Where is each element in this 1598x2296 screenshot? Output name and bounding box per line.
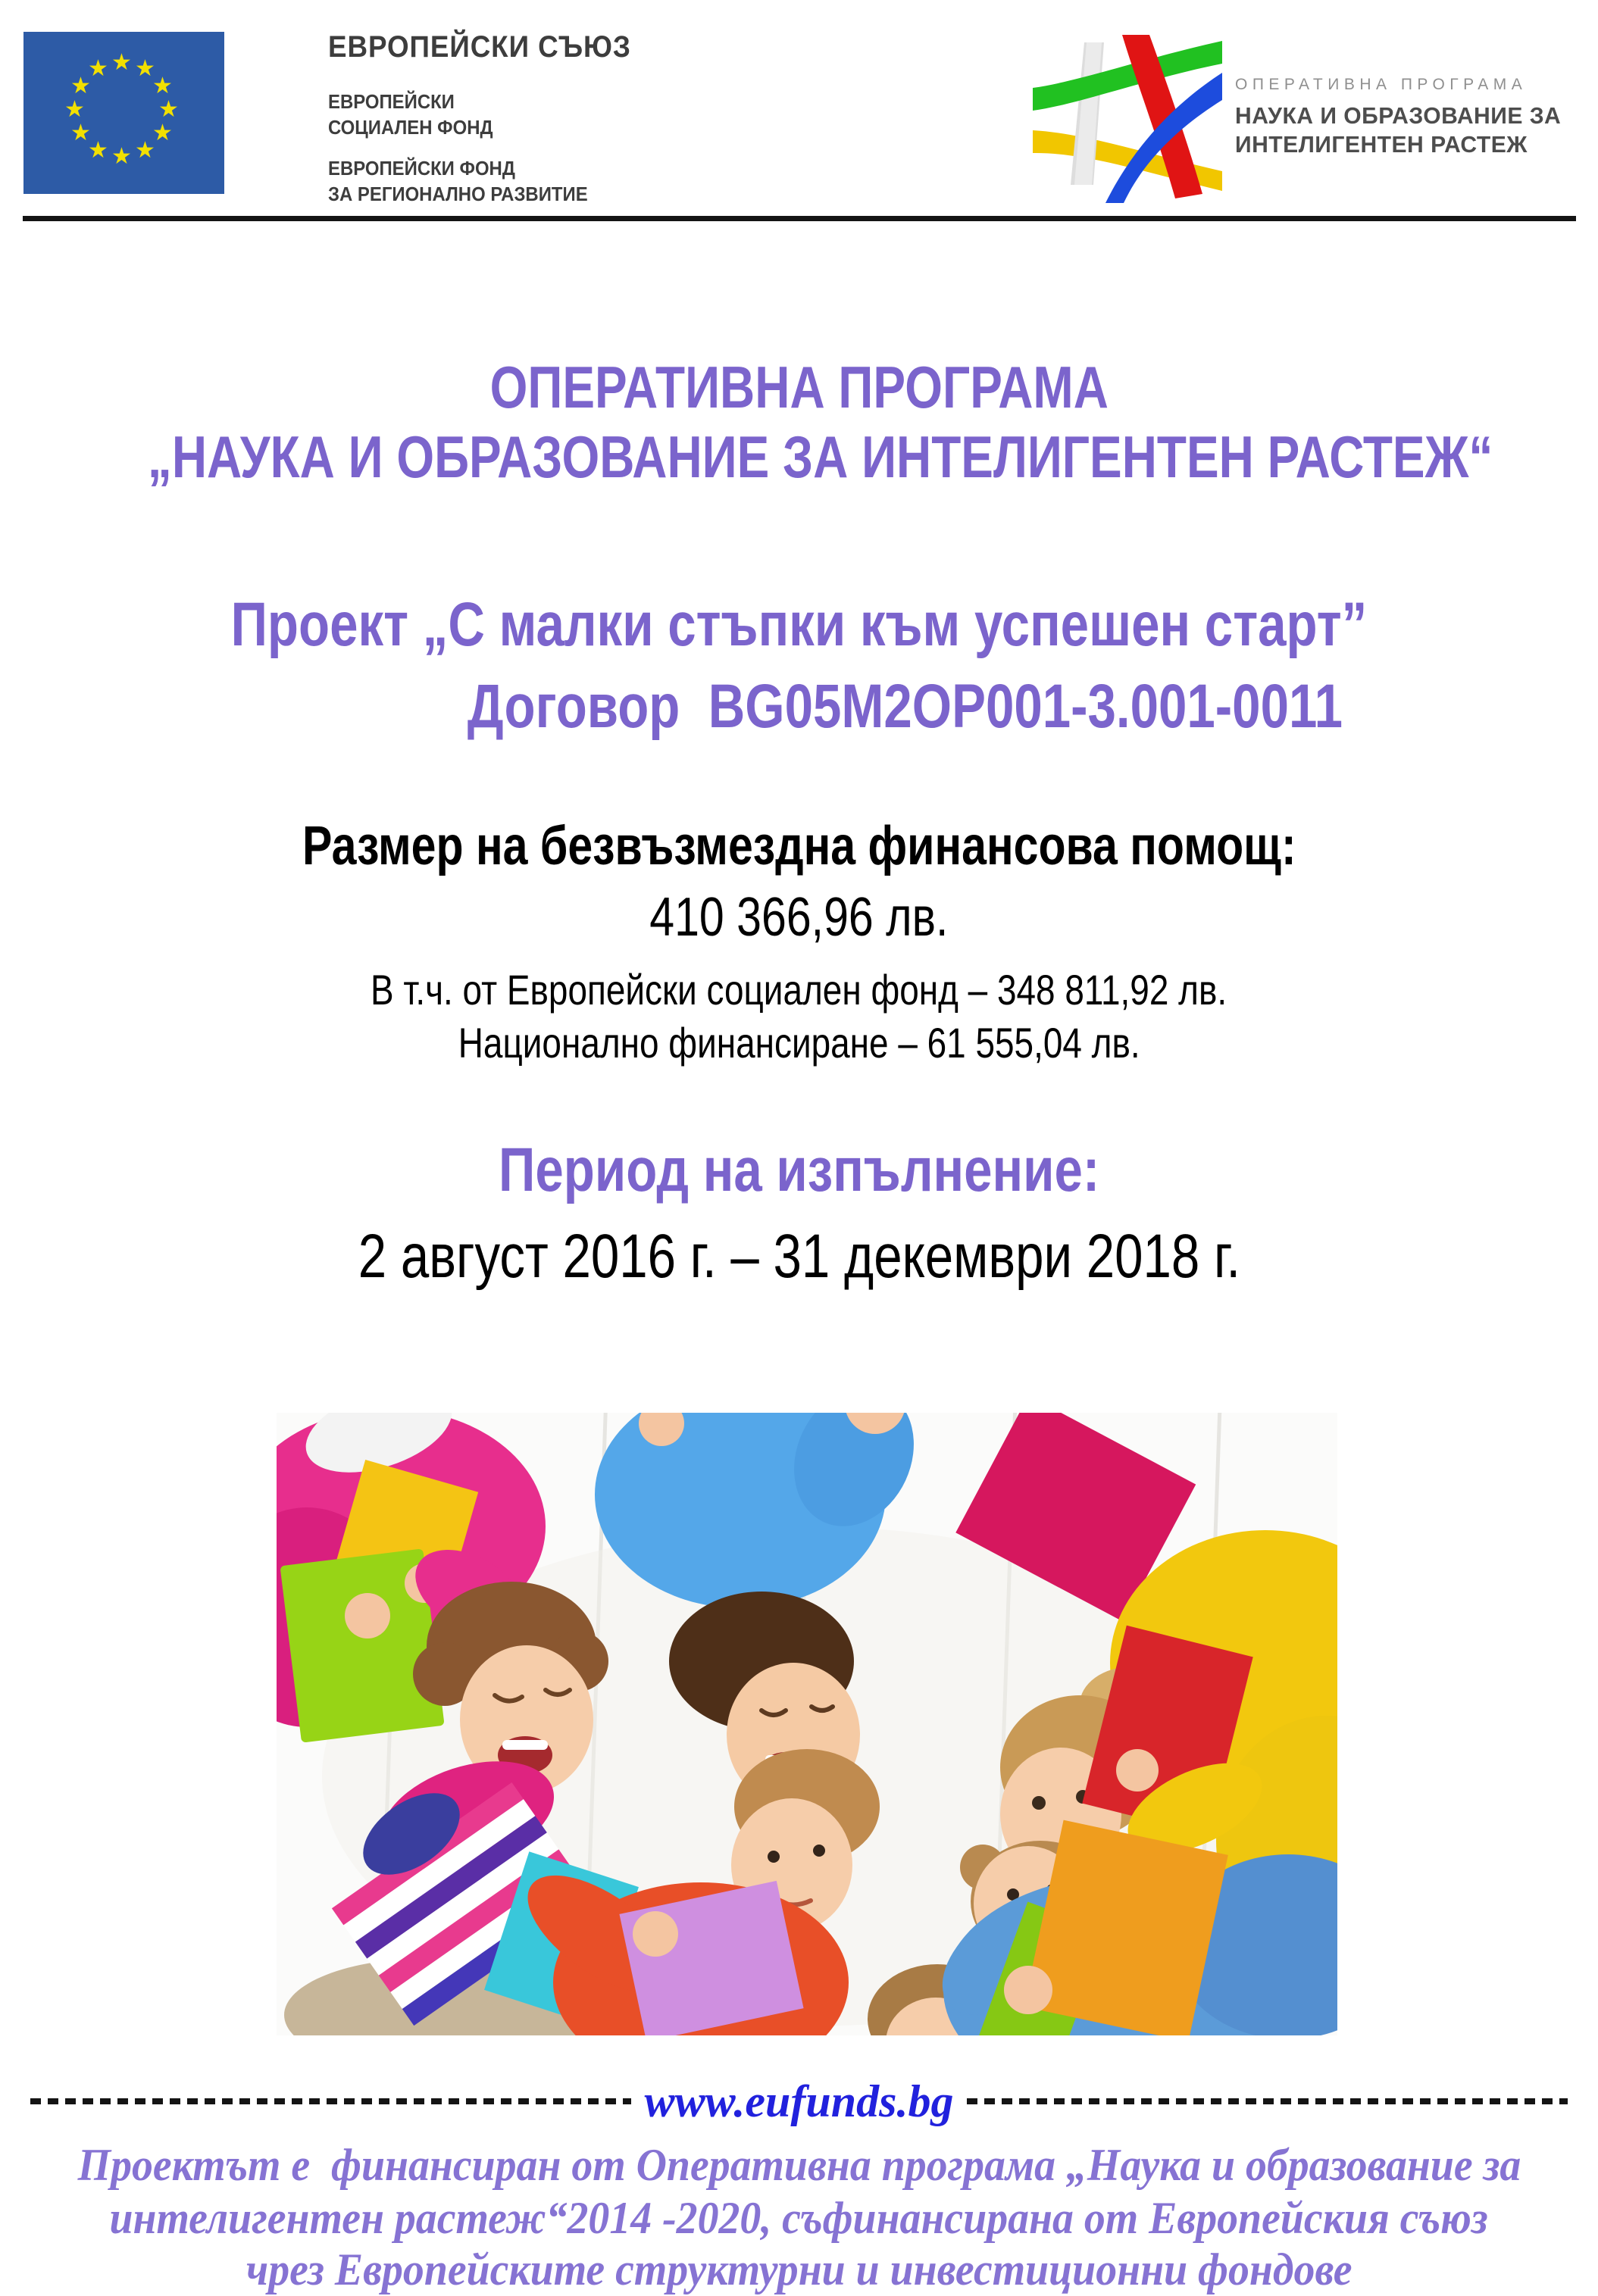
footer-disclaimer-line1-text: Проектът е финансиран от Оперативна програма „Наука и образование за [77, 2140, 1521, 2190]
footer-disclaimer-line2-text: интелигентен растеж“2014 -2020, съфинансирана от Европейския съюз [109, 2193, 1489, 2243]
eu-union-label: ЕВРОПЕЙСКИ СЪЮЗ [328, 30, 631, 64]
star-icon: ★ [88, 55, 108, 82]
dashed-line-left [30, 2098, 631, 2104]
star-icon: ★ [70, 120, 91, 146]
esf-label-line1: ЕВРОПЕЙСКИ [328, 90, 455, 113]
op-logo-text-block [1235, 76, 1571, 159]
star-icon: ★ [88, 137, 108, 164]
op-programme-label: ОПЕРАТИВНА ПРОГРАМА [1235, 76, 1528, 93]
grant-total [0, 886, 1598, 948]
footer-disclaimer-line1 [0, 2139, 1598, 2191]
grant-heading-text: Размер на безвъзмездна финансова помощ: [302, 816, 1296, 876]
children-photo [277, 1413, 1337, 2035]
footer-disclaimer-line3 [0, 2244, 1598, 2296]
grant-esf-text: В т.ч. от Европейски социален фонд – 348 811,92 лв. [371, 966, 1227, 1014]
erdf-label-line2: ЗА РЕГИОНАЛНО РАЗВИТИЕ [328, 183, 588, 205]
star-icon: ★ [135, 137, 155, 164]
star-icon: ★ [70, 73, 91, 99]
project-name-text: Проект „С малки стъпки към успешен старт” [230, 590, 1368, 659]
esf-label-line2: СОЦИАЛЕН ФОНД [328, 116, 493, 139]
programme-title-line2 [0, 423, 1598, 492]
period-dates-text: 2 август 2016 г. – 31 декември 2018 г. [358, 1222, 1240, 1291]
op-name-line1: НАУКА И ОБРАЗОВАНИЕ ЗА [1235, 102, 1562, 129]
star-icon: ★ [64, 96, 85, 123]
star-icon: ★ [152, 73, 173, 99]
programme-title-line1 [0, 353, 1598, 422]
eu-logo-text-block [328, 30, 658, 207]
star-icon: ★ [111, 143, 132, 170]
footer-divider-row [30, 2073, 1568, 2130]
contract-number-text: Договор BG05M2OP001-3.001-0011 [467, 672, 1343, 741]
star-icon: ★ [152, 120, 173, 146]
grant-esf [0, 965, 1598, 1014]
dashed-line-right [967, 2098, 1568, 2104]
footer-disclaimer-line2 [0, 2192, 1598, 2244]
grant-national-text: Национално финансиране – 61 555,04 лв. [458, 1019, 1140, 1067]
programme-title-line2-text: „НАУКА И ОБРАЗОВАНИЕ ЗА ИНТЕЛИГЕНТЕН РАСТЕЖ“ [147, 423, 1493, 490]
eu-flag-icon [23, 32, 224, 194]
project-name [0, 589, 1598, 661]
period-dates [0, 1221, 1598, 1292]
grant-heading [0, 815, 1598, 877]
ribbon-logo-icon [1033, 30, 1222, 205]
star-icon: ★ [158, 96, 179, 123]
programme-title-line1-text: ОПЕРАТИВНА ПРОГРАМА [489, 354, 1109, 420]
star-icon: ★ [135, 55, 155, 82]
star-icon: ★ [111, 49, 132, 76]
grant-national [0, 1018, 1598, 1067]
contract-number [0, 671, 1598, 742]
eufunds-website-link[interactable]: www.eufunds.bg [644, 2076, 954, 2126]
op-name-line2: ИНТЕЛИГЕНТЕН РАСТЕЖ [1235, 131, 1528, 158]
grant-total-text: 410 366,96 лв. [649, 887, 949, 948]
period-heading [0, 1135, 1598, 1206]
footer-disclaimer-line3-text: чрез Европейските структурни и инвестиционни фондове [245, 2244, 1353, 2294]
erdf-label-line1: ЕВРОПЕЙСКИ ФОНД [328, 157, 515, 180]
period-heading-text: Период на изпълнение: [498, 1136, 1100, 1204]
header-divider [23, 216, 1576, 221]
